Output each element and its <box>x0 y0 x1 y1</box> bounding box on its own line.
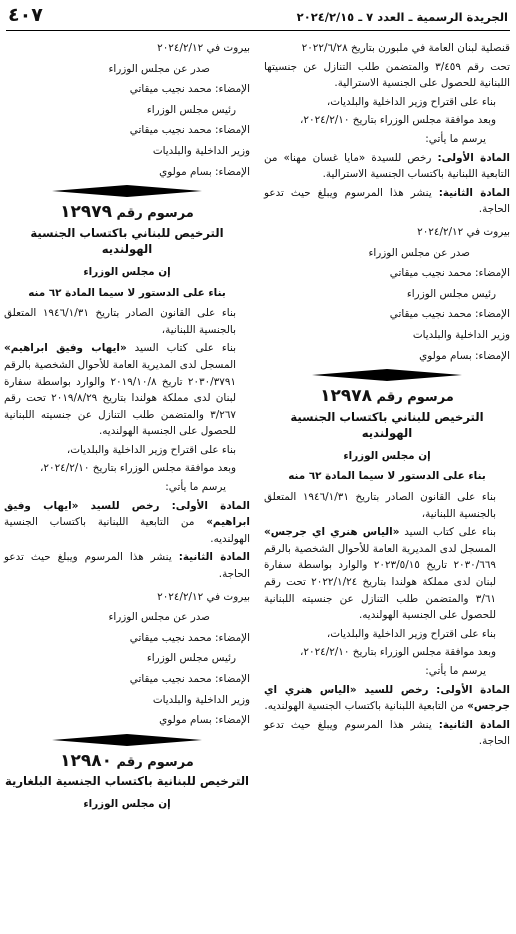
article-1-b-label: المادة الأولى: <box>436 683 510 696</box>
article-1 <box>4 498 250 548</box>
section-separator <box>52 184 202 198</box>
decrees-line: يرسم ما يأتي: <box>165 481 226 494</box>
date-line: بيروت في ٢٠٢٤/٢/١٢ <box>417 225 510 238</box>
article-1-post: من التابعية اللبنانية باكتساب الجنسية الهولنديه. <box>4 516 250 545</box>
article-1-label: المادة الأولى: <box>171 499 250 512</box>
based-interior: بناء على اقتراح وزير الداخلية والبلديات، <box>326 95 496 108</box>
constitution-line: بناء على الدستور لا سيما المادة ٦٢ منه <box>288 470 486 483</box>
letter-paragraph <box>4 340 250 440</box>
letter-post: المسجل لدى المديرية العامة للأحوال الشخصية بالرقم ٢٠٣٠/٦٦٩ تاريخ ٢٠٢٣/٥/١٥ والوارد بواسطة سفارة لبنان لدى مملكة هولندا بتاريخ ٢٠٢٢/١/٢٤ تحت رقم ٣/٦١ والمتضمن طلب التنازل عن جنسيته اللبنانية للحصول على الجنسية الهولنديه. <box>264 542 497 622</box>
minister-title-b: وزير الداخلية والبلديات <box>152 693 250 706</box>
decree-number: ١٢٩٧٨ <box>320 386 373 407</box>
decrees-line: يرسم ما يأتي: <box>425 132 486 145</box>
letter-name: «الياس هنري اي جرجس» <box>264 526 400 539</box>
right-column <box>264 40 510 752</box>
article-2 <box>4 549 250 582</box>
letter-paragraph <box>264 524 510 624</box>
article-2-label: المادة الثانية: <box>178 551 250 564</box>
issued-line: صدر عن مجلس الوزراء <box>368 246 470 259</box>
article-1-b-pre: رخص للسيد <box>356 683 437 696</box>
constitution-line: بناء على الدستور لا سيما المادة ٦٢ منه <box>28 286 226 299</box>
signature-minister: الإمضاء: بسام مولوي <box>419 349 510 362</box>
signature-pm-2-b: الإمضاء: محمد نجيب ميقاتي <box>129 673 250 685</box>
letter-post: المسجل لدى المديرية العامة للأحوال الشخصية بالرقم ٢٠٣٠/٣٧٩١ تاريخ ٢٠١٩/١٠/٨ والوارد بواسطة سفارة لبنان لدى مملكة هولندا بتاريخ ٢٠١٩/٨/٢٩ تحت رقم ٣/٢٦٧ والمتضمن طلب التنازل عن جنسيته اللبنانية للحصول على الجنسية الهولنديه. <box>4 358 237 438</box>
based-council: وبعد موافقة مجلس الوزراء بتاريخ ٢٠٢٤/٢/١٠، <box>300 114 496 127</box>
article-1-b <box>264 682 510 715</box>
article-1-text: رخص للسيدة «مايا غسان مهنا» من التابعية اللبنانية باكتساب الجنسية الاسترالية. <box>264 151 510 181</box>
decree-title <box>264 388 510 407</box>
decree-label-2: مرسوم رقم <box>112 754 194 770</box>
based-interior: بناء على اقتراح وزير الداخلية والبلديات، <box>66 443 236 456</box>
signature-minister: الإمضاء: بسام مولوي <box>159 165 250 178</box>
pm-title: رئيس مجلس الوزراء <box>146 103 236 116</box>
article-2-b-label: المادة الثانية: <box>438 718 510 731</box>
decree-subject-2: الترخيص للبنانية باكتساب الجنسية البلغارية <box>4 774 250 789</box>
article-2-text: ينشر هذا المرسوم ويبلغ حيث تدعو الحاجة. <box>264 186 510 216</box>
page-number: ٤٠٧ <box>8 4 43 26</box>
letter-pre: بناء على كتاب السيد <box>399 526 496 539</box>
article-1-b-name: «الياس هنري اي جرجس» <box>264 683 510 713</box>
law-line: بناء على القانون الصادر بتاريخ ١٩٤٦/١/٣١ المتعلق بالجنسية اللبنانية، <box>264 491 496 520</box>
article-2-label: المادة الثانية: <box>438 186 510 199</box>
issued-line-2: صدر عن مجلس الوزراء <box>108 611 210 624</box>
article-1-name: «ايهاب وفيق ابراهيم» <box>4 499 250 529</box>
council-heading: إن مجلس الوزراء <box>83 265 171 278</box>
letter-pre: بناء على كتاب السيد <box>126 342 236 355</box>
based-council-2: وبعد موافقة مجلس الوزراء بتاريخ ٢٠٢٤/٢/١٠، <box>300 646 496 659</box>
decree-label: مرسوم رقم <box>372 390 454 406</box>
minister-title: وزير الداخلية والبلديات <box>152 144 250 157</box>
signature-pm-b: الإمضاء: محمد نجيب ميقاتي <box>129 631 250 644</box>
article-1 <box>264 150 510 183</box>
article-2-b-text: ينشر هذا المرسوم ويبلغ حيث تدعو الحاجة. <box>264 718 510 748</box>
based-interior-2: بناء على اقتراح وزير الداخلية والبلديات، <box>326 627 496 640</box>
date-line-2: بيروت في ٢٠٢٤/٢/١٢ <box>157 590 250 603</box>
intro-line-1: قنصلية لبنان العامة في ملبورن بتاريخ ٢٠٢٢/٦/٢٨ <box>301 42 510 54</box>
signature-minister-b: الإمضاء: بسام مولوي <box>159 714 250 727</box>
signature-pm: الإمضاء: محمد نجيب ميقاتي <box>389 267 510 280</box>
gazette-title: الجريدة الرسمية ـ العدد ٧ ـ ٢٠٢٤/٢/١٥ <box>296 10 508 24</box>
article-1-b-post: من التابعية اللبنانية باكتساب الجنسية الهولنديه. <box>264 700 468 713</box>
decree-title <box>4 204 250 223</box>
left-column <box>4 40 250 817</box>
pm-title: رئيس مجلس الوزراء <box>406 287 496 300</box>
decree-number: ١٢٩٧٩ <box>60 202 113 223</box>
decree-label: مرسوم رقم <box>112 206 194 222</box>
letter-name: «ايهاب وفيق ابراهيم» <box>4 342 127 355</box>
based-council: وبعد موافقة مجلس الوزراء بتاريخ ٢٠٢٤/٢/١٠، <box>40 462 236 475</box>
decree-subject: الترخيص للبناني باكتساب الجنسية الهولنديه <box>290 409 484 441</box>
article-1-pre: رخص للسيد <box>78 499 172 512</box>
section-separator <box>312 368 462 382</box>
page-header <box>6 4 510 28</box>
pm-title-b: رئيس مجلس الوزراء <box>146 652 236 665</box>
article-2-text: ينشر هذا المرسوم ويبلغ حيث تدعو الحاجة. <box>4 551 250 581</box>
section-separator-2 <box>52 733 202 747</box>
decree-subject: الترخيص للبناني باكتساب الجنسية الهولنديه <box>30 225 224 257</box>
date-line: بيروت في ٢٠٢٤/٢/١٢ <box>157 42 250 54</box>
decree-title-2 <box>4 750 250 772</box>
header-rule <box>6 30 510 31</box>
article-2-b <box>264 717 510 750</box>
signature-pm-2: الإمضاء: محمد نجيب ميقاتي <box>129 124 250 137</box>
signature-pm-2: الإمضاء: محمد نجيب ميقاتي <box>389 308 510 321</box>
law-line: بناء على القانون الصادر بتاريخ ١٩٤٦/١/٣١ المتعلق بالجنسية اللبنانية، <box>4 307 236 336</box>
council-heading: إن مجلس الوزراء <box>343 449 431 462</box>
signature-pm: الإمضاء: محمد نجيب ميقاتي <box>129 83 250 96</box>
article-2 <box>264 185 510 218</box>
issued-line: صدر عن مجلس الوزراء <box>108 62 210 75</box>
intro-line-2: تحت رقم ٣/٤٥٩ والمتضمن طلب التنازل عن جنسيتها اللبنانية للحصول على الجنسية الاسترالية. <box>264 60 510 90</box>
article-1-label: المادة الأولى: <box>437 151 510 164</box>
council-heading-2: إن مجلس الوزراء <box>83 797 171 810</box>
minister-title: وزير الداخلية والبلديات <box>412 328 510 341</box>
decrees-line-2: يرسم ما يأتي: <box>425 665 486 677</box>
decree-number-2: ١٢٩٨٠ <box>60 750 113 771</box>
